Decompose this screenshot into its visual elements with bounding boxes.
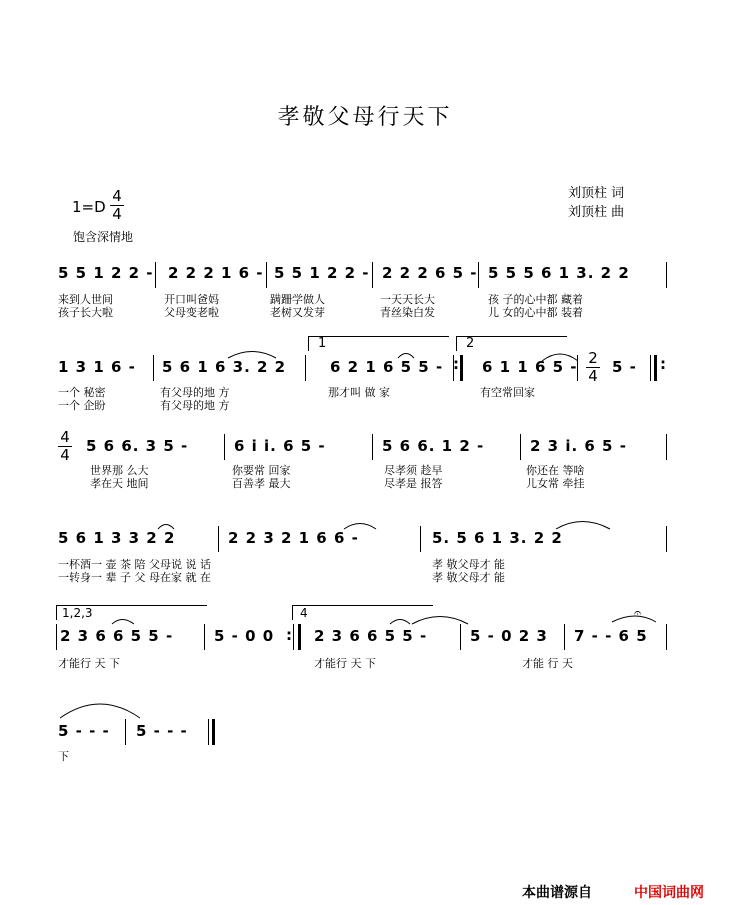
lyric-line: 有父母的地 方	[160, 399, 230, 412]
time-sig-denominator: 4	[112, 205, 122, 223]
measure-notes: 5 - 0 2 3	[470, 627, 548, 645]
lyric-line: 有空常回家	[480, 386, 535, 399]
site-name[interactable]: 中国词曲网	[634, 885, 704, 901]
lyric-line: 孩 子的心中都 藏着	[488, 293, 583, 306]
measure-notes: 5 -	[612, 358, 637, 376]
tempo-marking: 饱含深情地	[73, 230, 134, 244]
lyric-line: 下	[58, 750, 69, 763]
measure-notes: 2 3 i. 6 5 -	[530, 437, 627, 455]
lyric-line: 一转身一 辈 子 父 母在家 就 在	[58, 571, 211, 584]
measure-notes: 6 i i. 6 5 -	[234, 437, 326, 455]
measure-notes: 2 2 2 6 5 -	[382, 264, 478, 282]
lyric-line: 你还在 等啥	[526, 464, 585, 477]
time-sig-numerator: 4	[112, 187, 122, 205]
lyric-line: 来到人世间	[58, 293, 113, 306]
measure-notes: 2 2 2 1 6 -	[168, 264, 264, 282]
lyric-line: 开口叫爸妈	[164, 293, 219, 306]
lyric-line: 孝在天 地间	[90, 477, 149, 490]
key-signature: 1=D	[72, 198, 106, 216]
composer-credit: 刘顶柱 曲	[568, 205, 625, 220]
measure-notes: 5 - 0 0	[214, 627, 275, 645]
lyric-line: 孩子长大啦	[58, 306, 113, 319]
volta-number: 1	[318, 336, 327, 351]
lyric-line: 青丝染白发	[380, 306, 435, 319]
measure-notes: 6 1 1 6 5 -	[482, 358, 578, 376]
time-signature	[110, 189, 124, 222]
time-sig-denominator: 4	[60, 446, 70, 464]
lyric-line: 百善孝 最大	[232, 477, 291, 490]
time-signature-change	[58, 430, 72, 463]
measure-notes: 2 3 6 6 5 5 -	[60, 627, 174, 645]
lyric-line: 儿 女的心中都 装着	[488, 306, 583, 319]
lyric-line: 尽孝须 趁早	[384, 464, 443, 477]
lyric-line: 才能 行 天	[522, 657, 573, 670]
song-title: 孝敬父母行天下	[277, 105, 453, 130]
lyric-line: 世界那 么大	[90, 464, 149, 477]
lyric-line: 你要常 回家	[232, 464, 291, 477]
measure-notes: 5 6 6. 3 5 -	[86, 437, 189, 455]
measure-notes: 1 3 1 6 -	[58, 358, 136, 376]
lyric-line: 一天天长大	[380, 293, 435, 306]
lyric-line: 有父母的地 方	[160, 386, 230, 399]
time-signature-change	[586, 351, 600, 384]
lyric-line: 那才叫 做 家	[328, 386, 390, 399]
measure-notes: 6 2 1 6 5 5 -	[330, 358, 444, 376]
measure-notes: 5 6 1 6 3. 2 2	[162, 358, 287, 376]
measure-notes: 2 3 6 6 5 5 -	[314, 627, 428, 645]
time-sig-numerator: 2	[588, 349, 598, 367]
lyric-line: 蹒跚学做人	[270, 293, 325, 306]
lyric-line: 孝 敬父母才 能	[432, 571, 505, 584]
lyric-line: 一杯酒一 壶 茶 陪 父母说 说 话	[58, 558, 211, 571]
lyric-line: 父母变老啦	[164, 306, 219, 319]
measure-notes: 5 5 1 2 2 -	[58, 264, 154, 282]
site-link[interactable]	[634, 882, 704, 902]
lyric-line: 老树又发芽	[270, 306, 325, 319]
time-sig-denominator: 4	[588, 367, 598, 385]
lyric-line: 尽孝是 报答	[384, 477, 443, 490]
volta-number: 4	[300, 606, 308, 620]
lyric-line: 才能行 天 下	[58, 657, 120, 670]
lyricist-credit: 刘顶柱 词	[568, 186, 625, 201]
volta-bracket	[292, 605, 433, 620]
lyric-line: 一个 秘密	[58, 386, 106, 399]
lyric-line: 孝 敬父母才 能	[432, 558, 505, 571]
volta-bracket	[308, 336, 449, 351]
lyric-line: 儿女常 牵挂	[526, 477, 585, 490]
volta-number: 1,2,3	[62, 606, 93, 620]
lyric-line: 才能行 天 下	[314, 657, 376, 670]
lyric-line: 一个 企盼	[58, 399, 106, 412]
measure-notes: 2 2 3 2 1 6 6 -	[228, 529, 359, 547]
measure-notes: 7 - - 6 5	[574, 627, 648, 645]
measure-notes: 5 - - -	[58, 722, 110, 740]
measure-notes: 5 - - -	[136, 722, 188, 740]
measure-notes: 5 5 5 6 1 3. 2 2	[488, 264, 630, 282]
time-sig-numerator: 4	[60, 428, 70, 446]
source-label: 本曲谱源自	[522, 885, 592, 901]
measure-notes: 5 6 6. 1 2 -	[382, 437, 485, 455]
measure-notes: 5 6 1 3 3 2 2	[58, 529, 176, 547]
measure-notes: 5. 5 6 1 3. 2 2	[432, 529, 563, 547]
measure-notes: 5 5 1 2 2 -	[274, 264, 370, 282]
volta-number: 2	[466, 336, 475, 351]
fermata-icon: 𝄐	[634, 606, 642, 621]
